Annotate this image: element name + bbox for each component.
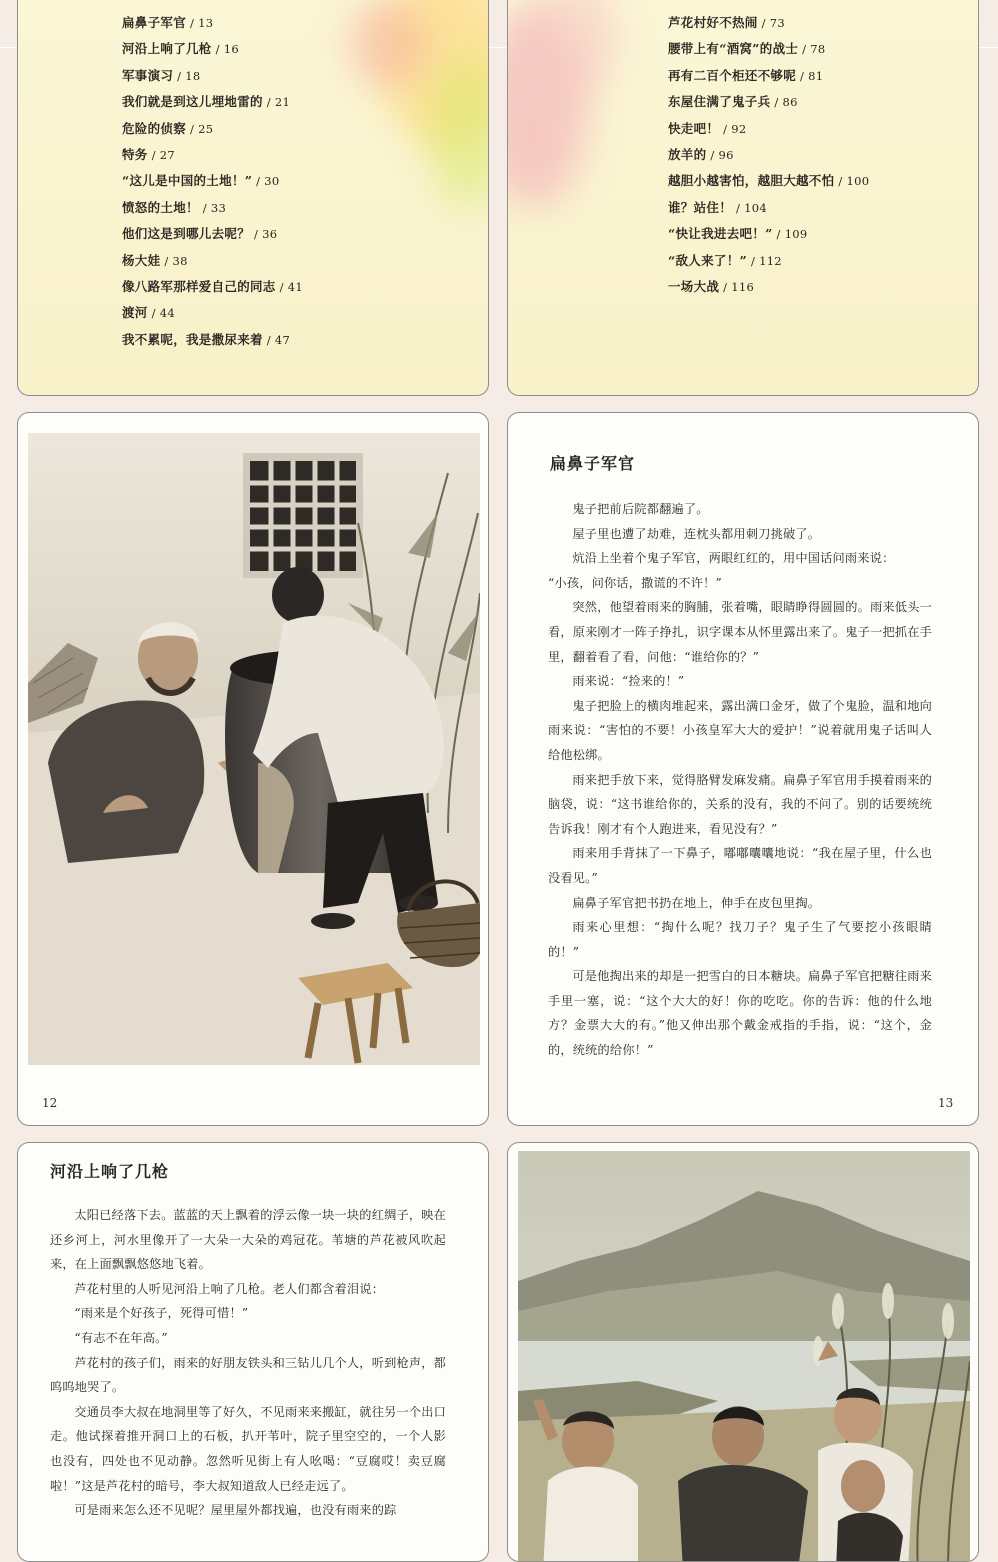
body-paragraph: 芦花村里的人听见河沿上响了几枪。老人们都含着泪说：	[74, 1281, 385, 1296]
toc-entry-title: “敌人来了！”	[668, 252, 747, 268]
toc-entry-page: 25	[198, 121, 214, 136]
toc-entry-page: 16	[223, 42, 239, 57]
toc-entry-title: 放羊的	[668, 147, 707, 163]
body-paragraph: 突然，他望着雨来的胸脯，张着嘴，眼睛睁得圆圆的。雨来低头一看，原来刚才一阵子挣扎，识字课本从怀里露出来了。鬼子一把抓在手里，翻着看了看，问他：“谁给你的？”	[548, 600, 933, 664]
toc-entry-title: 谁？站住！	[668, 199, 733, 215]
watercolor-wash	[348, 0, 428, 87]
body-paragraph: 可是雨来怎么还不见呢？屋里屋外都找遍，也没有雨来的踪	[74, 1503, 397, 1518]
toc-entry-page: 96	[718, 148, 734, 163]
toc-entry: “快让我进去吧！” / 109	[668, 226, 808, 242]
body-paragraph: 雨来用手背抹了一下鼻子，嘟嘟囔囔地说：“我在屋子里，什么也没看见。”	[548, 846, 932, 885]
toc-entry-page: 36	[262, 227, 278, 242]
toc-card-left	[17, 0, 489, 396]
page-number: 12	[42, 1096, 58, 1110]
toc-entry-title: 越胆小越害怕，越胆大越不怕	[668, 173, 835, 189]
toc-entry-page: 92	[731, 121, 747, 136]
toc-entry-title: 快走吧！	[668, 120, 720, 136]
toc-entry-page: 47	[274, 332, 291, 347]
body-paragraph: 太阳已经落下去。蓝蓝的天上飘着的浮云像一块一块的红绸子，映在还乡河上，河水里像开了一大朵一大朵的鸡冠花。苇塘的芦花被风吹起来，在上面飘飘悠悠地飞着。	[50, 1208, 447, 1272]
toc-entry-title: 渡河	[122, 305, 148, 321]
toc-entry-title: 芦花村好不热闹	[668, 15, 758, 30]
toc-entry-title: 杨大娃	[122, 252, 161, 268]
toc-entry-title: 腰带上有“酒窝”的战士	[668, 41, 799, 57]
toc-entry-title: “这儿是中国的土地！”	[122, 173, 253, 189]
toc-entry-title: 特务	[122, 147, 148, 163]
toc-entry: 像八路军那样爱自己的同志 / 41	[122, 279, 303, 295]
toc-entry-page: 100	[846, 174, 870, 189]
toc-entry-title: 一场大战	[668, 279, 720, 295]
toc-entry: 危险的侦察 / 25	[122, 120, 214, 136]
body-paragraph: 鬼子把脸上的横肉堆起来，露出满口金牙，做了个鬼脸，温和地向雨来说：“害怕的不要！小孩皇军大大的爱护！”说着就用鬼子话叫人给他松绑。	[548, 698, 932, 762]
toc-entry-page: 38	[172, 253, 188, 268]
toc-entry: 再有二百个柜还不够呢 / 81	[668, 67, 824, 83]
body-paragraph: “有志不在年高。”	[74, 1330, 168, 1345]
body-paragraph: 屋子里也遭了劫难，连枕头都用刺刀挑破了。	[572, 526, 821, 541]
toc-entry-page: 33	[210, 200, 227, 215]
body-paragraph: 雨来心里想：“掏什么呢？找刀子？鬼子生了气要挖小孩眼睛的！”	[548, 920, 932, 959]
toc-entry: 芦花村好不热闹 / 73	[668, 15, 785, 30]
toc-entry: 腰带上有“酒窝”的战士 / 78	[668, 41, 826, 57]
body-paragraph: 芦花村的孩子们，雨来的好朋友铁头和三钻儿几个人，听到枪声，都呜呜地哭了。	[50, 1355, 447, 1395]
toc-entry: 军事演习 / 18	[122, 67, 201, 83]
toc-entry-page: 44	[159, 306, 175, 321]
body-paragraph: 雨来把手放下来，觉得胳臂发麻发痛。扁鼻子军官用手摸着雨来的脑袋，说：“这书谁给你的，关系的没有，我的不问了。别的话要统统告诉我！刚才有个人跑进来，看见没有？”	[548, 772, 932, 836]
toc-entry-title: 危险的侦察	[122, 120, 187, 136]
toc-entry: “敌人来了！” / 112	[668, 252, 782, 268]
page-16-card	[17, 1142, 489, 1562]
body-paragraph: 雨来说：“捡来的！”	[572, 674, 685, 689]
body-paragraph: 鬼子把前后院都翻遍了。	[572, 502, 709, 516]
page-number: 13	[938, 1096, 954, 1110]
toc-entry-page: 112	[759, 253, 782, 268]
page-13-card	[507, 412, 979, 1126]
toc-entry-title: 愤怒的土地！	[122, 199, 199, 215]
table-of-contents-left	[122, 10, 303, 353]
toc-entry: “这儿是中国的土地！” / 30	[122, 173, 280, 189]
chapter-body-text	[548, 497, 932, 1063]
toc-entry-title: 东屋住满了鬼子兵	[668, 94, 771, 110]
table-of-contents-right	[668, 10, 869, 300]
illustration-cellar-scene	[28, 433, 480, 1065]
toc-entry: 他们这是到哪儿去呢？ / 36	[122, 226, 278, 242]
toc-entry: 我们就是到这儿埋地雷的 / 21	[122, 94, 291, 110]
body-paragraph: “小孩，问你话，撒谎的不许！”	[548, 575, 722, 590]
toc-entry-title: “快让我进去吧！”	[668, 226, 773, 242]
toc-entry-title: 军事演习	[122, 67, 174, 83]
body-paragraph: 扁鼻子军官把书扔在地上，伸手在皮包里掏。	[572, 895, 821, 910]
toc-card-right	[507, 0, 979, 396]
toc-entry: 越胆小越害怕，越胆大越不怕 / 100	[668, 173, 870, 189]
toc-entry-title: 扁鼻子军官	[122, 15, 187, 30]
toc-entry: 渡河 / 44	[122, 305, 175, 321]
body-paragraph: 交通员李大叔在地洞里等了好久，不见雨来来搬缸，就往另一个出口走。他试探着推开洞口上的石板，扒开苇叶，院子里空空的，一个人影也没有，四处也不见动静。忽然听见街上有人吆喝：“豆腐哎！卖豆腐啦！”这是芦花村的暗号，李大叔知道敌人已经走远了。	[50, 1404, 447, 1493]
toc-entry: 扁鼻子军官 / 13	[122, 15, 214, 30]
toc-entry: 快走吧！ / 92	[668, 120, 747, 136]
toc-entry-title: 他们这是到哪儿去呢？	[122, 226, 251, 242]
toc-entry-page: 109	[784, 227, 808, 242]
toc-entry: 杨大娃 / 38	[122, 252, 188, 268]
chapter-title: 河沿上响了几枪	[50, 1162, 170, 1181]
toc-entry-title: 河沿上响了几枪	[122, 41, 212, 57]
toc-entry-page: 41	[287, 280, 303, 295]
toc-entry: 特务 / 27	[122, 147, 175, 163]
toc-entry: 东屋住满了鬼子兵 / 86	[668, 94, 798, 110]
toc-entry-page: 18	[185, 68, 201, 83]
body-paragraph: 可是他掏出来的却是一把雪白的日本糖块。扁鼻子军官把糖往雨来手里一塞，说：“这个大大的好！你的吃吃。你的告诉：他的什么地方？金票大大的有。”他又伸出那个戴金戒指的手指，说：“这个，金的，统统的给你！”	[548, 969, 932, 1058]
toc-entry-page: 78	[810, 42, 826, 57]
chapter-body-text	[50, 1203, 446, 1523]
toc-entry-page: 81	[808, 68, 824, 83]
body-paragraph: 炕沿上坐着个鬼子军官，两眼红红的，用中国话问雨来说：	[572, 551, 895, 566]
body-paragraph: “雨来是个好孩子，死得可惜！”	[74, 1306, 249, 1321]
toc-entry-page: 13	[198, 16, 214, 30]
toc-entry: 我不累呢，我是撒尿来着 / 47	[122, 331, 291, 347]
chapter-title: 扁鼻子军官	[550, 454, 636, 473]
toc-entry-title: 我们就是到这儿埋地雷的	[122, 94, 263, 110]
toc-entry-title: 我不累呢，我是撒尿来着	[122, 331, 263, 347]
cellar-illustration-svg	[28, 433, 480, 1065]
page-12-card	[17, 412, 489, 1126]
toc-entry-page: 21	[274, 95, 291, 110]
illustration-river-scene	[518, 1151, 970, 1562]
toc-entry-page: 86	[782, 95, 798, 110]
toc-entry-page: 73	[769, 16, 785, 30]
toc-entry-page: 27	[159, 148, 175, 163]
toc-entry-page: 116	[731, 280, 755, 295]
toc-entry-title: 再有二百个柜还不够呢	[668, 67, 797, 83]
toc-entry: 愤怒的土地！ / 33	[122, 199, 227, 215]
toc-entry-page: 30	[264, 174, 280, 189]
toc-entry: 河沿上响了几枪 / 16	[122, 41, 239, 57]
toc-entry: 放羊的 / 96	[668, 147, 734, 163]
toc-entry: 谁？站住！ / 104	[668, 199, 767, 215]
toc-entry-title: 像八路军那样爱自己的同志	[122, 279, 276, 295]
toc-entry: 一场大战 / 116	[668, 279, 755, 295]
river-illustration-svg	[518, 1151, 970, 1562]
toc-entry-page: 104	[744, 200, 767, 215]
page-17-card	[507, 1142, 979, 1562]
